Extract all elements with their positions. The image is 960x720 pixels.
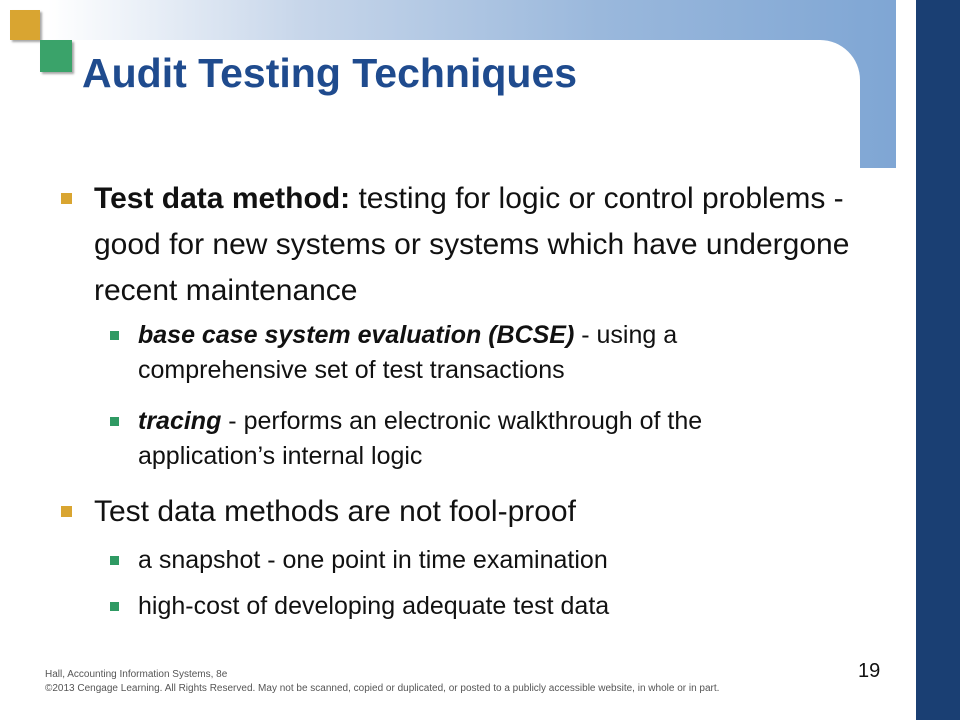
footer-copyright: ©2013 Cengage Learning. All Rights Reserved. May not be scanned, copied or duplicated, or posted to a publicly accessible website, in whole or in part. [45, 683, 720, 694]
subbullet-snapshot [138, 543, 838, 578]
subbullet-square-icon [110, 331, 119, 340]
subbullet-square-icon [110, 556, 119, 565]
page-number: 19 [858, 660, 881, 682]
subbullet-text: - using a comprehensive set of test transactions [138, 321, 678, 384]
subbullet-text: - performs an electronic walkthrough of the application’s internal logic [138, 407, 703, 470]
orange-square-decoration [10, 10, 40, 40]
bullet-lead-text: Test data method: [94, 182, 351, 215]
subbullet-text: a snapshot - one point in time examination [138, 546, 608, 574]
bullet-square-icon [61, 506, 72, 517]
subbullet-square-icon [110, 417, 119, 426]
subbullet-text: high-cost of developing adequate test data [138, 592, 610, 620]
subbullet-bcse [138, 318, 838, 388]
bullet-text: Test data methods are not fool-proof [94, 495, 576, 528]
subbullet-term: tracing [138, 407, 222, 435]
subbullet-square-icon [110, 602, 119, 611]
subbullet-high-cost [138, 589, 838, 624]
bullet-square-icon [61, 193, 72, 204]
slide-footer [45, 668, 719, 696]
bullet-not-fool-proof [94, 489, 854, 535]
footer-source: Hall, Accounting Information Systems, 8e [45, 669, 228, 680]
bullet-test-data-method [94, 176, 854, 314]
right-side-band [916, 0, 960, 720]
bullet-text: testing for logic or control problems - good for new systems or systems which have undergone recent maintenance [94, 182, 850, 307]
subbullet-term: base case system evaluation (BCSE) [138, 321, 575, 349]
subbullet-tracing [138, 404, 838, 474]
slide-title: Audit Testing Techniques [82, 50, 578, 96]
green-square-decoration [40, 40, 72, 72]
